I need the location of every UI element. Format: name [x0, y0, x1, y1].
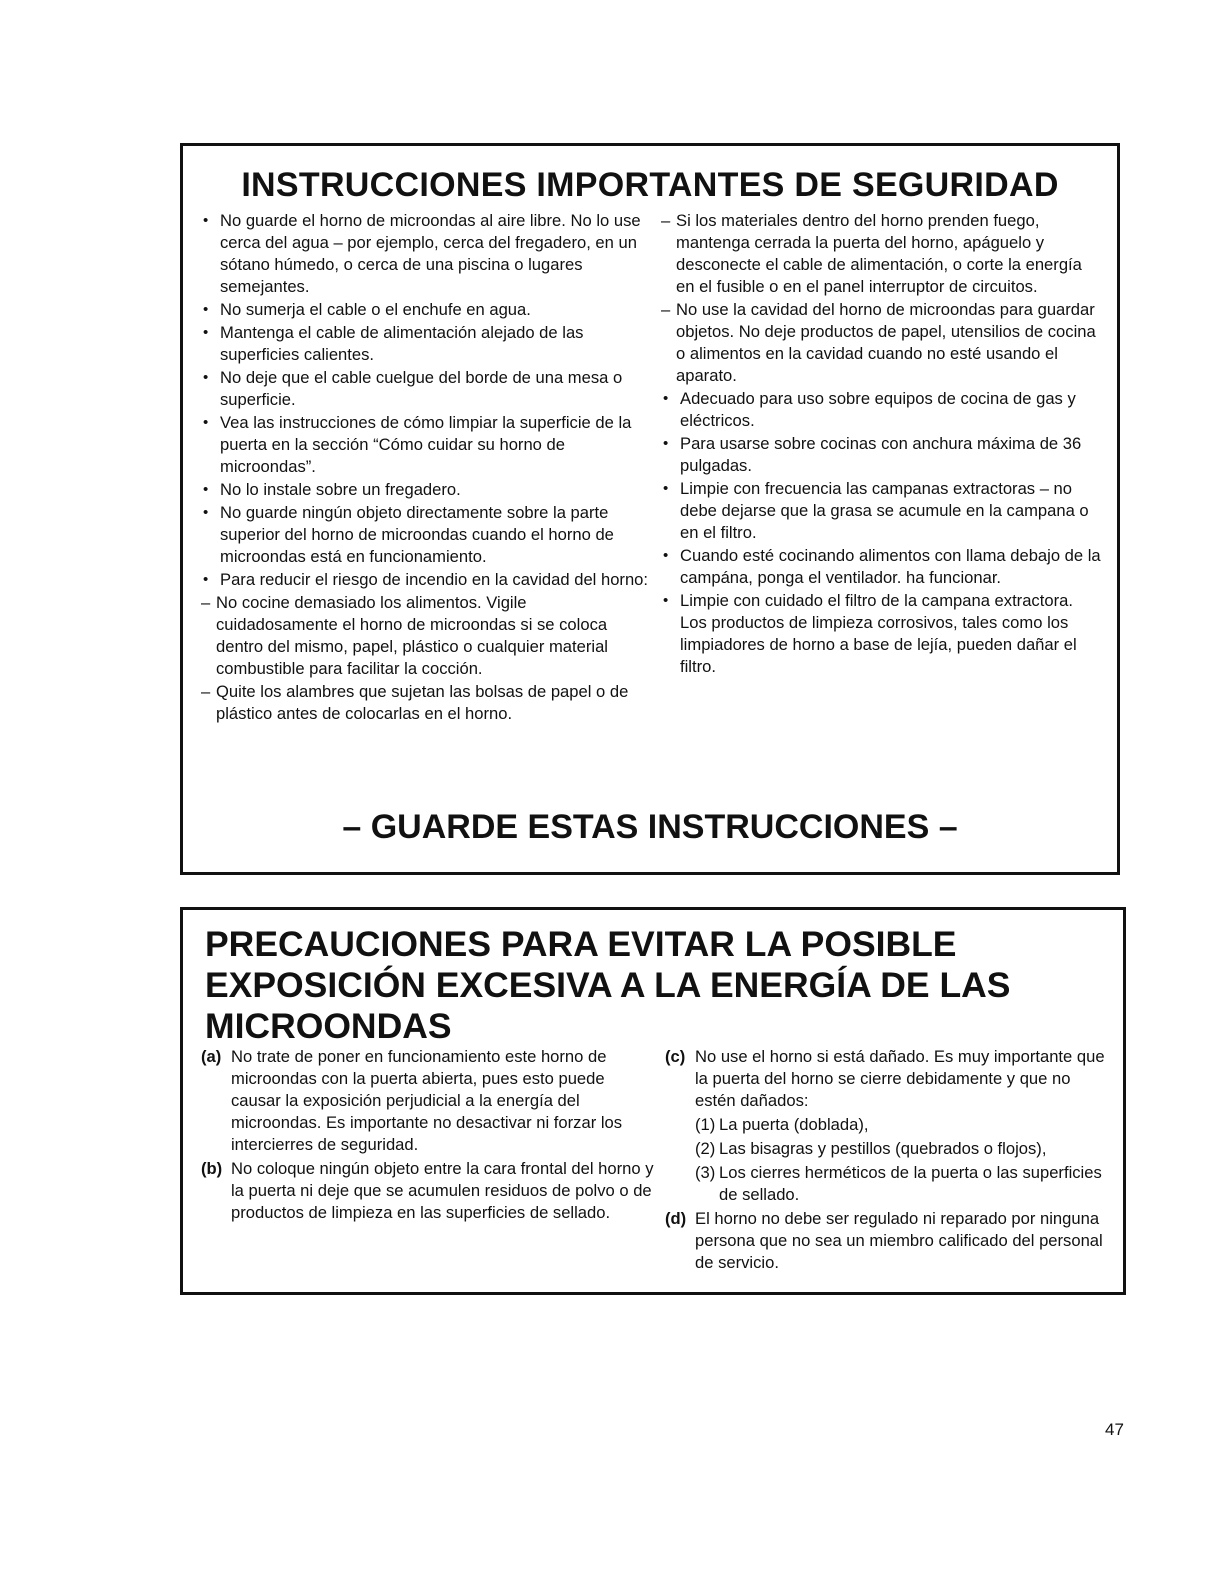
- list-item: • Limpie con frecuencia las campanas extractoras – no debe dejarse que la grasa se acumule en la campana o en el filtro.: [661, 478, 1101, 544]
- precautions-box: [180, 907, 1126, 1295]
- damage-sublist: [695, 1114, 1115, 1206]
- sub-list-item: – Si los materiales dentro del horno prenden fuego, mantenga cerrada la puerta del horno, apáguelo y desconecte el cable de alimentación, o corte la energía en el fusible o en el panel interruptor de circuitos.: [661, 210, 1101, 298]
- list-item: • Cuando esté cocinando alimentos con llama debajo de la campána, ponga el ventilador. ha funcionar.: [661, 545, 1101, 589]
- list-item: • No guarde ningún objeto directamente sobre la parte superior del horno de microondas cuando el horno de microondas está en funcionamiento.: [201, 502, 651, 568]
- sub-list-item: – No cocine demasiado los alimentos. Vigile cuidadosamente el horno de microondas si se coloca dentro del mismo, papel, plástico o cualquier material combustible para facilitar la cocción.: [201, 592, 651, 680]
- safety-instructions-box: [180, 143, 1120, 875]
- item-label: (3): [695, 1163, 716, 1182]
- precaution-item: [665, 1046, 1115, 1206]
- list-item: • Vea las instrucciones de cómo limpiar la superficie de la puerta en la sección “Cómo cuidar su horno de microondas”.: [201, 412, 651, 478]
- precautions-right-column: [665, 1046, 1115, 1276]
- item-label: (a): [201, 1047, 222, 1066]
- item-text: No coloque ningún objeto entre la cara frontal del horno y la puerta ni deje que se acumulen residuos de polvo o de productos de limpieza en las superficies de sellado.: [231, 1159, 654, 1222]
- item-label: (1): [695, 1115, 716, 1134]
- page-number: 47: [1105, 1420, 1124, 1439]
- safety-title: INSTRUCCIONES IMPORTANTES DE SEGURIDAD: [241, 166, 1059, 204]
- safety-left-column: [201, 210, 651, 726]
- item-label: (2): [695, 1139, 716, 1158]
- item-text: La puerta (doblada),: [719, 1115, 869, 1134]
- precaution-item: [201, 1158, 656, 1224]
- list-item: • Limpie con cuidado el filtro de la campana extractora. Los productos de limpieza corrosivos, tales como los limpiadores de horno a base de lejía, pueden dañar el filtro.: [661, 590, 1101, 678]
- precaution-item: [665, 1208, 1115, 1274]
- safety-right-column: [661, 210, 1101, 679]
- item-label: (c): [665, 1047, 686, 1066]
- precautions-left-column: [201, 1046, 656, 1226]
- list-item: • Para reducir el riesgo de incendio en la cavidad del horno:: [201, 569, 651, 591]
- item-text: Los cierres herméticos de la puerta o las superficies de sellado.: [719, 1163, 1102, 1204]
- sub-list-item: [695, 1114, 1115, 1136]
- item-text: El horno no debe ser regulado ni reparado por ninguna persona que no sea un miembro calificado del personal de servicio.: [695, 1209, 1103, 1272]
- item-text: No trate de poner en funcionamiento este horno de microondas con la puerta abierta, pues esto puede causar la exposición perjudicial a la energía del microondas. Es importante no desactivar ni forzar los intercierres de seguridad.: [231, 1047, 623, 1154]
- list-item: • Mantenga el cable de alimentación alejado de las superficies calientes.: [201, 322, 651, 366]
- save-instructions-footer: – GUARDE ESTAS INSTRUCCIONES –: [342, 808, 958, 846]
- precautions-title: PRECAUCIONES PARA EVITAR LA POSIBLE EXPOSICIÓN EXCESIVA A LA ENERGÍA DE LAS MICROONDAS: [205, 924, 1011, 1046]
- sub-list-item: [695, 1162, 1115, 1206]
- sub-list-item: – No use la cavidad del horno de microondas para guardar objetos. No deje productos de papel, utensilios de cocina o alimentos en la cavidad cuando no esté usando el aparato.: [661, 299, 1101, 387]
- item-text: No use el horno si está dañado. Es muy importante que la puerta del horno se cierre debidamente y que no estén dañados:: [695, 1047, 1105, 1110]
- item-label: (d): [665, 1209, 687, 1228]
- item-label: (b): [201, 1159, 223, 1178]
- precaution-item: [201, 1046, 656, 1156]
- sub-list-item: [695, 1138, 1115, 1160]
- sub-list-item: – Quite los alambres que sujetan las bolsas de papel o de plástico antes de colocarlas en el horno.: [201, 681, 651, 725]
- item-text: Las bisagras y pestillos (quebrados o flojos),: [719, 1139, 1047, 1158]
- list-item: • Para usarse sobre cocinas con anchura máxima de 36 pulgadas.: [661, 433, 1101, 477]
- list-item: • No lo instale sobre un fregadero.: [201, 479, 651, 501]
- list-item: • Adecuado para uso sobre equipos de cocina de gas y eléctricos.: [661, 388, 1101, 432]
- list-item: • No deje que el cable cuelgue del borde de una mesa o superficie.: [201, 367, 651, 411]
- list-item: • No sumerja el cable o el enchufe en agua.: [201, 299, 651, 321]
- list-item: • No guarde el horno de microondas al aire libre. No lo use cerca del agua – por ejemplo, cerca del fregadero, en un sótano húmedo, o cerca de una piscina o lugares semejantes.: [201, 210, 651, 298]
